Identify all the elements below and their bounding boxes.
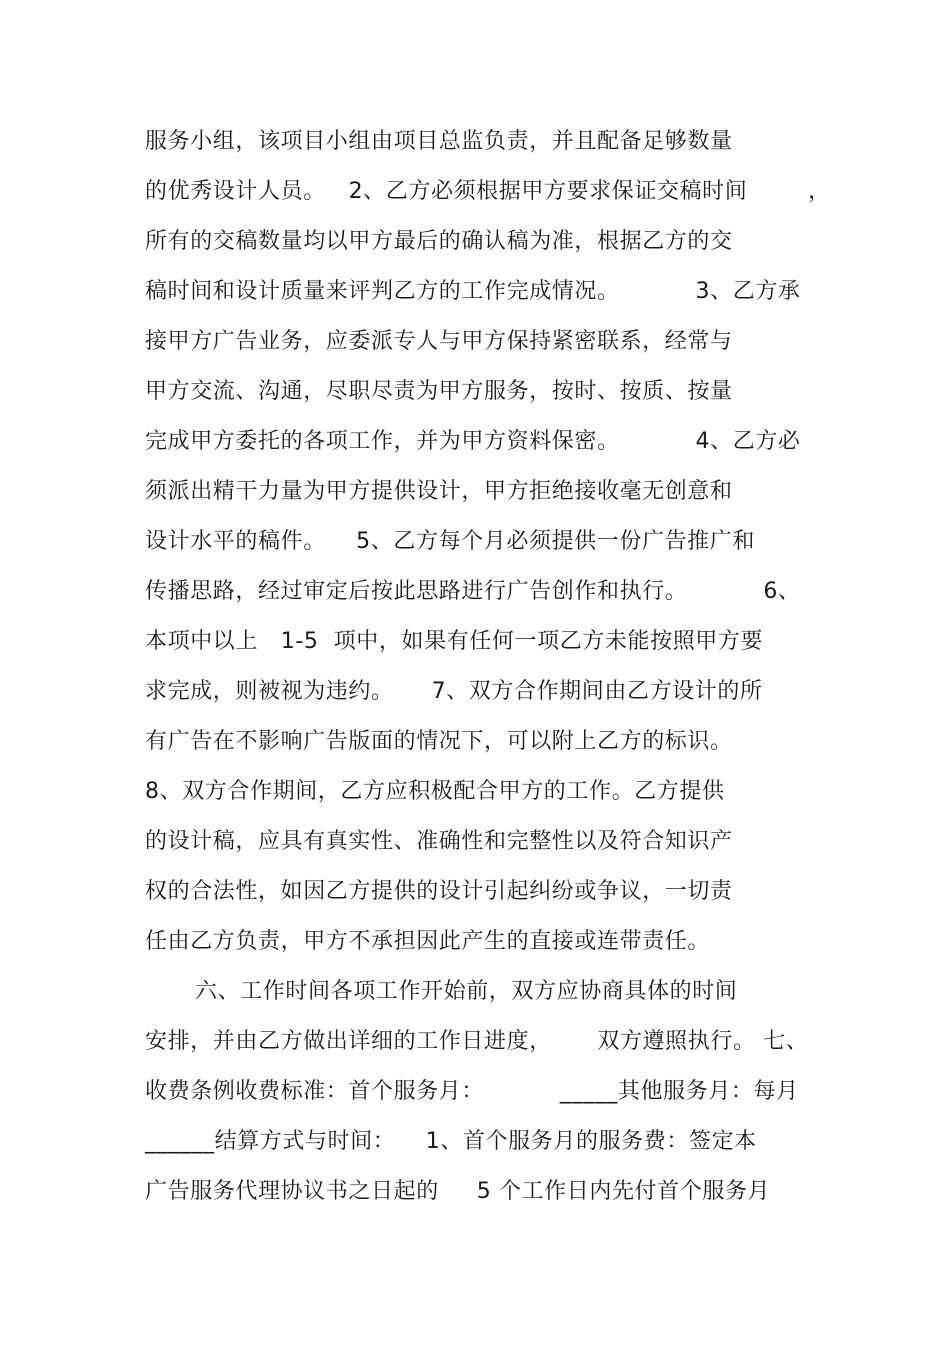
text-line: 广告服务代理协议书之日起的 5 个工作日内先付首个服务月 <box>145 1179 771 1204</box>
section-heading-line: 六、工作时间各项工作开始前，双方应协商具体的时间 <box>195 979 738 1004</box>
text-line: 稿时间和设计质量来评判乙方的工作完成情况。 3、乙方承 <box>145 279 801 304</box>
text-line: 收费条例收费标准：首个服务月： _____其他服务月：每月 <box>145 1079 799 1104</box>
text-line: 任由乙方负责，甲方不承担因此产生的直接或连带责任。 <box>145 929 711 954</box>
text-line: 的优秀设计人员。 2、乙方必须根据甲方要求保证交稿时间 ， <box>145 179 831 204</box>
text-line: 8、双方合作期间，乙方应积极配合甲方的工作。乙方提供 <box>145 779 725 804</box>
text-line: 所有的交稿数量均以甲方最后的确认稿为准，根据乙方的交 <box>145 229 733 254</box>
text-line: 的设计稿，应具有真实性、准确性和完整性以及符合知识产 <box>145 829 733 854</box>
text-line: 设计水平的稿件。 5、乙方每个月必须提供一份广告推广和 <box>145 529 755 554</box>
text-line: 接甲方广告业务，应委派专人与甲方保持紧密联系，经常与 <box>145 329 733 354</box>
text-line: ______结算方式与时间： 1、首个服务月的服务费：签定本 <box>145 1129 757 1154</box>
text-line: 传播思路，经过审定后按此思路进行广告创作和执行。 6、 <box>145 579 801 604</box>
text-line: 求完成，则被视为违约。 7、双方合作期间由乙方设计的所 <box>145 679 763 704</box>
text-line: 服务小组，该项目小组由项目总监负责，并且配备足够数量 <box>145 129 733 154</box>
text-line: 安排，并由乙方做出详细的工作日进度， 双方遵照执行。 七、 <box>145 1029 809 1054</box>
text-line: 本项中以上 1-5 项中，如果有任何一项乙方未能按照甲方要 <box>145 629 764 654</box>
text-line: 须派出精干力量为甲方提供设计，甲方拒绝接收毫无创意和 <box>145 479 733 504</box>
text-line: 甲方交流、沟通，尽职尽责为甲方服务，按时、按质、按量 <box>145 379 733 404</box>
text-line: 完成甲方委托的各项工作，并为甲方资料保密。 4、乙方必 <box>145 429 801 454</box>
text-line: 权的合法性，如因乙方提供的设计引起纠纷或争议，一切责 <box>145 879 733 904</box>
text-line: 有广告在不影响广告版面的情况下，可以附上乙方的标识。 <box>145 729 733 754</box>
